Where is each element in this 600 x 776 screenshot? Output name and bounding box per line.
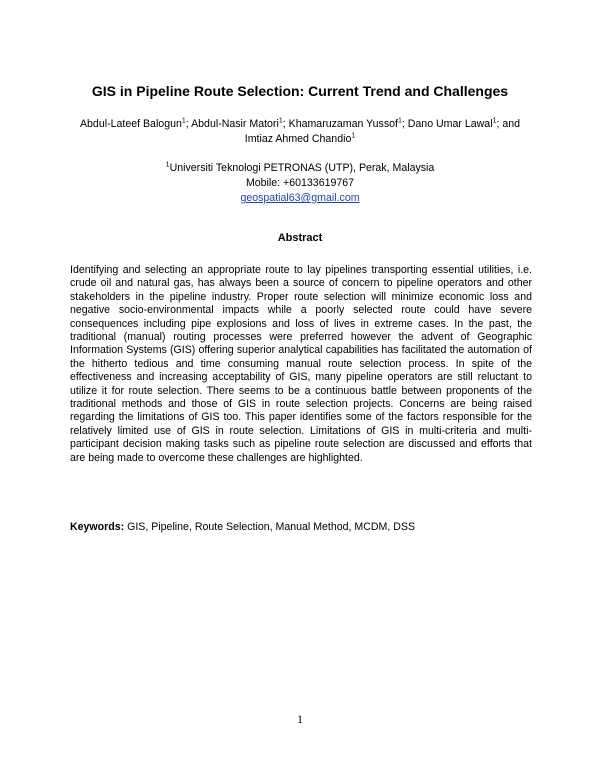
author-affiliation-mark: 1 [278, 117, 283, 125]
keywords-line [70, 521, 540, 533]
author-name: Imtiaz Ahmed Chandio [244, 133, 352, 145]
author-separator: ; [401, 118, 408, 130]
author-name: Abdul-Lateef Balogun [79, 118, 182, 130]
author-separator: ; and [496, 118, 521, 130]
page-number: 1 [297, 712, 303, 726]
keywords-label: Keywords: [70, 521, 125, 533]
author-affiliation-mark: 1 [351, 132, 356, 140]
affiliation-email-link[interactable]: geospatial63@gmail.com [240, 192, 360, 204]
paper-title: GIS in Pipeline Route Selection: Current Trend and Challenges [91, 83, 509, 99]
author-name: Abdul-Nasir Matori [191, 118, 279, 130]
affiliation-mobile: Mobile: +60133619767 [245, 177, 355, 189]
affiliation-block [0, 161, 600, 206]
author-affiliation-mark: 1 [181, 117, 186, 125]
author-list [60, 117, 540, 147]
author-affiliation-mark: 1 [492, 117, 497, 125]
affiliation-institution-line [0, 161, 600, 176]
author-name: Khamaruzaman Yussof [288, 118, 398, 130]
keywords-text: GIS, Pipeline, Route Selection, Manual Method, MCDM, DSS [124, 521, 416, 533]
abstract-heading: Abstract [277, 232, 323, 244]
affiliation-institution: Universiti Teknologi PETRONAS (UTP), Perak, Malaysia [169, 162, 435, 174]
author-separator: ; [282, 118, 289, 130]
author-name: Dano Umar Lawal [407, 118, 493, 130]
affiliation-mark: 1 [165, 161, 170, 169]
author-affiliation-mark: 1 [397, 117, 402, 125]
abstract-body: Identifying and selecting an appropriate route to lay pipelines transporting essential utilities, i.e. crude oil and natural gas, has always been a source of concern to pipeline operators and other stakeholders in the pipeline industry. Proper route selection will minimize economic loss and negative socio-environmental impacts while a poorly selected route could have severe consequences including pipe explosions and loss of lives in extreme cases. In the past, the traditional (manual) routing processes were preferred however the advent of Geographic Information Systems (GIS) offering superior analytical capabilities has facilitated the automation of the hitherto tedious and time consuming manual route selection process. In spite of the effectiveness and increasing acceptability of GIS, many pipeline operators are still reluctant to utilize it for route selection. There seems to be a continuous battle between proponents of the traditional methods and those of GIS in route selection projects. Concerns are being raised regarding the limitations of GIS too. This paper identifies some of the factors responsible for the relatively limited use of GIS in route selection. Limitations of GIS in multi-criteria and multi-participant decision making tasks such as pipeline route selection are discussed and efforts that are being made to overcome these challenges are highlighted. [70, 264, 532, 464]
author-separator: ; [185, 118, 192, 130]
